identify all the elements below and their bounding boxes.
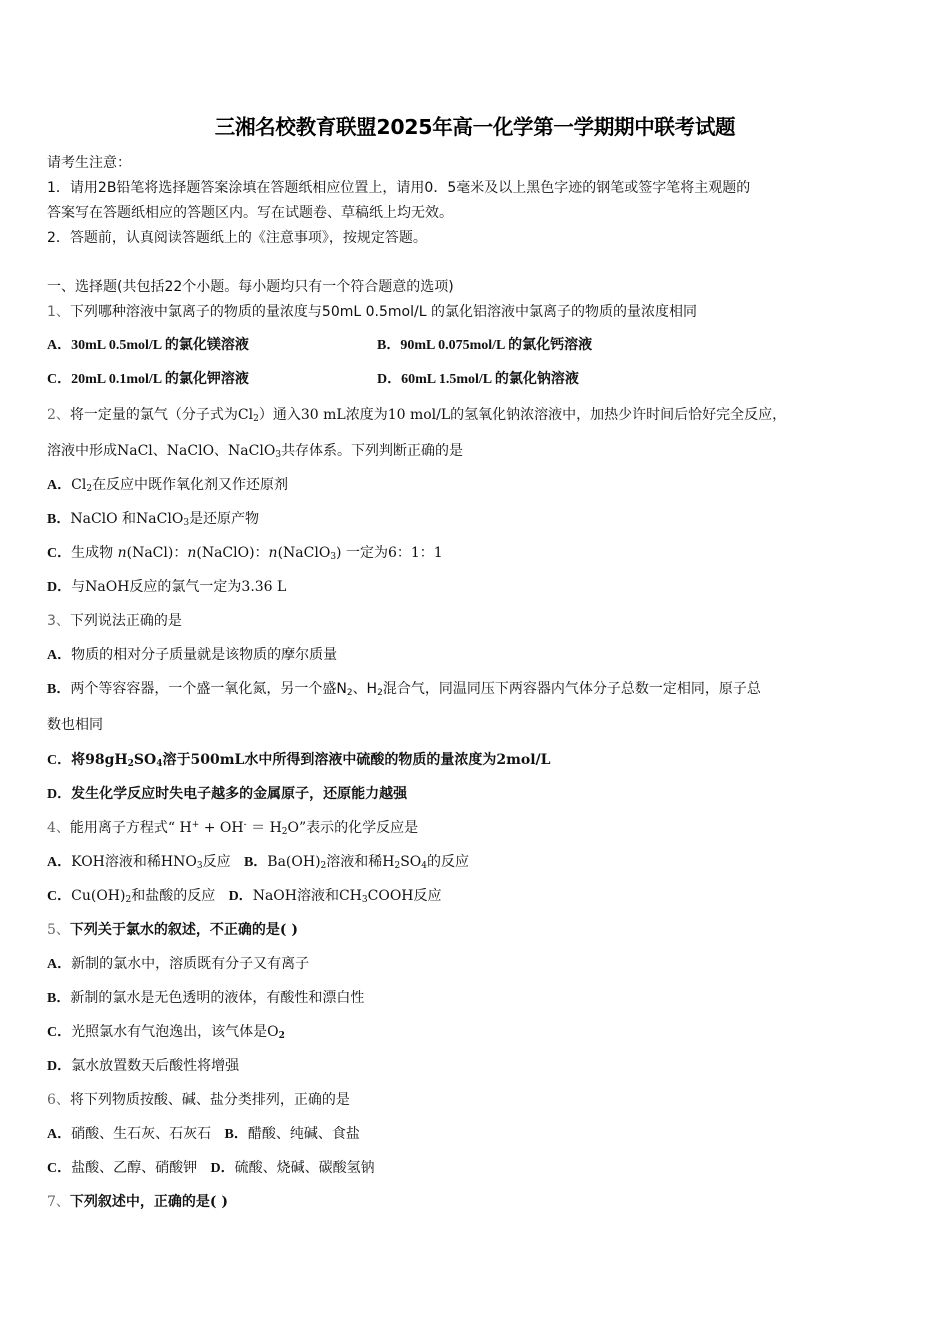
notice-item-1: 1．请用2B铅笔将选择题答案涂填在答题纸相应位置上，请用0．5毫米及以上黑色字迹的钢笔或签字笔将主观题的 [47, 180, 751, 196]
q5-option-b [47, 988, 364, 1009]
option-text: 醋酸、纯碱、食盐 [247, 1126, 360, 1142]
page-title: 三湘名校教育联盟2025年高一化学第一学期期中联考试题 [214, 115, 736, 139]
option-text: (NaClO [277, 545, 331, 561]
q2-option-a [47, 475, 288, 496]
question-stem: 下列关于氯水的叙述，不正确的是( ) [69, 922, 299, 938]
question-stem: 共存体系。下列判断正确的是 [281, 443, 464, 459]
q6-options-cd [47, 1158, 375, 1179]
option-label: A． [47, 478, 72, 493]
subscript: 2 [320, 861, 327, 871]
q5-option-d [47, 1056, 239, 1077]
option-label: C． [47, 546, 72, 561]
question-4 [47, 818, 418, 838]
option-text: 生成物 [71, 545, 118, 561]
option-label: B． [47, 682, 71, 697]
question-stem: 下列哪种溶液中氯离子的物质的量浓度与50mL 0.5mol/L 的氯化铝溶液中氯离子的物质的量浓度相同 [69, 304, 697, 320]
option-text: 是还原产物 [189, 511, 260, 527]
section-heading: 一、选择题(共包括22个小题。每小题均只有一个符合题意的选项) [47, 279, 454, 295]
q3-option-b [47, 679, 761, 700]
subscript: 3 [275, 450, 282, 460]
option-text: 30mL 0.5mol/L 的氯化镁溶液 [71, 338, 249, 353]
question-stem: 将一定量的氯气（分子式为Cl [69, 407, 254, 423]
q5-option-a [47, 954, 309, 975]
option-text: 两个等容容器，一个盛一氧化氮，另一个盛N [70, 681, 347, 697]
subscript: 2 [127, 759, 134, 769]
option-label: B． [224, 1127, 248, 1142]
option-text: 混合气，同温同压下两容器内气体分子总数一定相同，原子总 [382, 681, 761, 697]
q3-option-d [47, 784, 407, 805]
question-stem: ＝ H [246, 820, 282, 836]
subscript: 2 [394, 861, 401, 871]
question-stem: O”表示的化学反应是 [287, 820, 419, 836]
subscript: 3 [361, 895, 368, 905]
option-label: D． [210, 1161, 235, 1176]
q2-option-c [47, 543, 443, 564]
option-label: A． [47, 855, 72, 870]
option-text: (NaCl)： [126, 545, 188, 561]
option-text: NaOH溶液和CH [252, 888, 362, 904]
notice-heading: 请考生注意： [47, 155, 131, 171]
option-label: D． [228, 889, 253, 904]
question-number: 2、 [47, 407, 70, 423]
q4-options-ab [47, 852, 469, 873]
option-text: 溶液和稀H [326, 854, 395, 870]
option-text: (NaClO)： [196, 545, 269, 561]
option-text: 新制的氯水中，溶质既有分子又有离子 [71, 956, 310, 972]
option-text: 新制的氯水是无色透明的液体，有酸性和漂白性 [70, 990, 365, 1006]
question-number: 1、 [47, 304, 70, 320]
question-stem: 溶液中形成NaCl、NaClO、NaClO [47, 443, 276, 459]
subscript: 3 [196, 861, 203, 871]
subscript: 2 [278, 1031, 285, 1041]
option-text: 将98gH [71, 752, 128, 768]
option-text: NaClO 和NaClO [70, 511, 184, 527]
option-label: C． [47, 753, 72, 768]
option-text: ) 一定为6：1：1 [336, 545, 443, 561]
superscript: + [191, 820, 200, 830]
option-label: C． [47, 889, 72, 904]
option-text: 盐酸、乙醇、硝酸钾 [71, 1160, 198, 1176]
q1-option-d [377, 370, 579, 390]
subscript: 2 [253, 414, 259, 424]
question-1 [47, 302, 697, 322]
option-label: C． [47, 1025, 72, 1040]
option-label: D． [377, 372, 402, 387]
italic-n: n [187, 545, 197, 561]
question-number: 7、 [47, 1194, 70, 1210]
option-text: SO [400, 854, 422, 870]
option-text: Ba(OH) [267, 854, 321, 870]
option-text: 物质的相对分子质量就是该物质的摩尔质量 [71, 647, 338, 663]
q1-option-a [47, 336, 249, 356]
option-text: Cu(OH) [71, 888, 126, 904]
q4-options-cd [47, 886, 442, 907]
q5-option-c [47, 1022, 285, 1043]
option-text: KOH溶液和稀HNO [71, 854, 197, 870]
option-text: 反应 [202, 854, 231, 870]
option-text: 发生化学反应时失电子越多的金属原子，还原能力越强 [71, 786, 408, 802]
italic-n: n [117, 545, 127, 561]
subscript: 3 [330, 552, 337, 562]
question-5 [47, 920, 298, 940]
subscript: 4 [156, 759, 163, 769]
question-3 [47, 611, 182, 631]
q2-option-d [47, 577, 286, 598]
notice-item-1-cont: 答案写在答题纸相应的答题区内。写在试题卷、草稿纸上均无效。 [47, 205, 453, 221]
option-text: 与NaOH反应的氯气一定为3.36 L [71, 579, 287, 595]
q3-option-b-cont: 数也相同 [47, 717, 103, 733]
question-stem: 将下列物质按酸、碱、盐分类排列，正确的是 [69, 1092, 350, 1108]
question-stem: 能用离子方程式“ H [69, 820, 192, 836]
superscript: - [243, 820, 247, 830]
option-text: 90mL 0.075mol/L 的氯化钙溶液 [400, 338, 593, 353]
option-label: A． [47, 338, 72, 353]
option-text: 溶于500mL水中所得到溶液中硫酸的物质的量浓度为2mol/L [162, 752, 551, 768]
option-text: COOH反应 [367, 888, 442, 904]
question-stem: ）通入30 mL浓度为10 mol/L的氢氧化钠浓溶液中，加热少许时间后恰好完全反应， [258, 407, 787, 423]
q2-option-b [47, 509, 259, 530]
option-label: A． [47, 957, 72, 972]
option-text: 光照氯水有气泡逸出，该气体是O [71, 1024, 279, 1040]
subscript: 2 [377, 688, 383, 698]
option-label: D． [47, 580, 72, 595]
option-label: C． [47, 372, 72, 387]
option-label: A． [47, 1127, 72, 1142]
subscript: 4 [421, 861, 428, 871]
question-2-cont [47, 441, 463, 461]
option-text: 硝酸、生石灰、石灰石 [71, 1126, 212, 1142]
option-label: B． [47, 512, 71, 527]
question-stem: 下列说法正确的是 [69, 613, 182, 629]
q6-options-ab [47, 1124, 360, 1145]
option-text: 在反应中既作氧化剂又作还原剂 [92, 477, 289, 493]
question-number: 6、 [47, 1092, 70, 1108]
subscript: 2 [281, 827, 288, 837]
question-number: 5、 [47, 922, 70, 938]
question-stem: 下列叙述中，正确的是( ) [69, 1194, 229, 1210]
q1-option-c [47, 370, 249, 390]
subscript: 2 [125, 895, 132, 905]
option-label: B． [47, 991, 71, 1006]
q3-option-a [47, 645, 337, 666]
option-label: D． [47, 1059, 72, 1074]
q3-option-c [47, 750, 551, 771]
subscript: 3 [183, 518, 190, 528]
subscript: 2 [346, 688, 353, 698]
question-2 [47, 405, 786, 425]
q1-option-b [377, 336, 592, 356]
option-text: SO [133, 752, 157, 768]
option-text: 20mL 0.1mol/L 的氯化钾溶液 [71, 372, 249, 387]
question-7 [47, 1192, 228, 1212]
option-label: B． [377, 338, 401, 353]
question-number: 3、 [47, 613, 70, 629]
notice-item-2: 2．答题前，认真阅读答题纸上的《注意事项》，按规定答题。 [47, 230, 427, 246]
option-label: B． [243, 855, 268, 870]
option-label: A． [47, 648, 72, 663]
question-6 [47, 1090, 350, 1110]
option-label: C． [47, 1161, 72, 1176]
option-text: 的反应 [427, 854, 470, 870]
subscript: 2 [86, 484, 93, 494]
option-text: Cl [71, 477, 87, 493]
italic-n: n [268, 545, 278, 561]
option-text: 硫酸、烧碱、碳酸氢钠 [234, 1160, 375, 1176]
question-number: 4、 [47, 820, 70, 836]
option-text: 60mL 1.5mol/L 的氯化钠溶液 [401, 372, 579, 387]
option-text: 和盐酸的反应 [131, 888, 216, 904]
option-text: 氯水放置数天后酸性将增强 [71, 1058, 240, 1074]
option-label: D． [47, 787, 72, 802]
question-stem: + OH [199, 820, 244, 836]
option-text: 、H [352, 681, 378, 697]
